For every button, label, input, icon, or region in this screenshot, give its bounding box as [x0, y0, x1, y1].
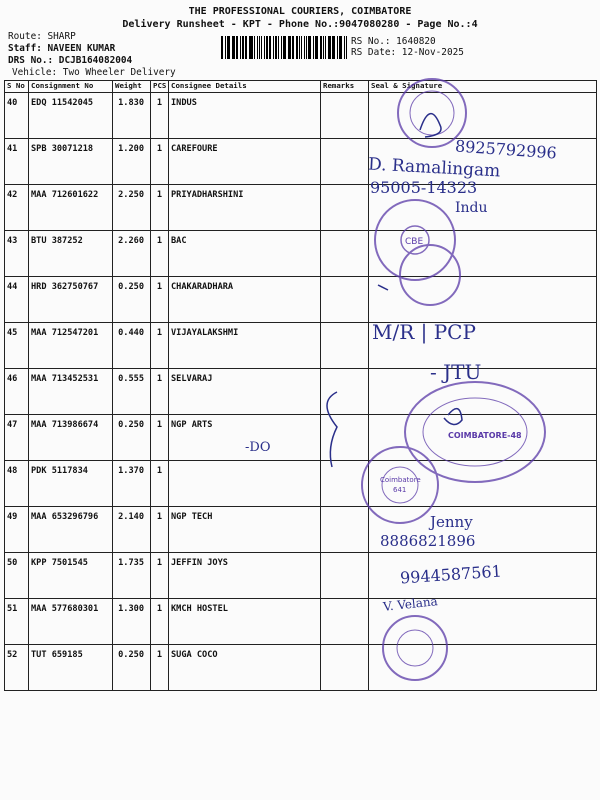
table-row — [5, 185, 597, 231]
table-row — [5, 553, 597, 599]
cell-seal — [369, 231, 597, 277]
handwritten-phone-1: 8925792996 — [454, 136, 558, 163]
cell-seal — [369, 369, 597, 415]
handwritten-phone-2: 95005-14323 — [370, 178, 478, 197]
stamp-42-text: CBE — [405, 237, 424, 247]
cell-pcs: 1 — [151, 277, 169, 323]
cell-consignment: PDK 5117834 — [29, 461, 113, 507]
runsheet-title: Delivery Runsheet - KPT - Phone No.:9047080280 - Page No.:4 — [122, 19, 478, 30]
cell-consignee: CAREFOURE — [169, 139, 321, 185]
stamp-48-text: COIMBATORE-48 — [448, 431, 522, 440]
vehicle: Vehicle: Two Wheeler Delivery — [12, 67, 176, 78]
header-seal: Seal & Signature — [369, 81, 597, 93]
cell-consignment: KPP 7501545 — [29, 553, 113, 599]
cell-remarks — [321, 139, 369, 185]
header-remarks: Remarks — [321, 81, 369, 93]
table-header — [5, 81, 597, 93]
cell-weight: 0.555 — [113, 369, 151, 415]
table-row — [5, 323, 597, 369]
cell-remarks — [321, 323, 369, 369]
stamp-49-text: Coimbatore — [380, 476, 421, 484]
cell-sno: 43 — [5, 231, 29, 277]
cell-seal — [369, 93, 597, 139]
cell-pcs: 1 — [151, 93, 169, 139]
cell-consignment: MAA 712547201 — [29, 323, 113, 369]
handwritten-name-50: Jenny — [430, 513, 473, 531]
cell-consignee: CHAKARADHARA — [169, 277, 321, 323]
cell-consignment: MAA 713452531 — [29, 369, 113, 415]
cell-consignee: BAC — [169, 231, 321, 277]
cell-seal — [369, 415, 597, 461]
cell-consignee: KMCH HOSTEL — [169, 599, 321, 645]
cell-remarks — [321, 461, 369, 507]
cell-consignment: BTU 387252 — [29, 231, 113, 277]
cell-sno: 42 — [5, 185, 29, 231]
cell-remarks — [321, 231, 369, 277]
cell-weight: 0.250 — [113, 277, 151, 323]
runsheet-table — [4, 80, 597, 691]
cell-sno: 40 — [5, 93, 29, 139]
cell-consignment: HRD 362750767 — [29, 277, 113, 323]
table-row — [5, 369, 597, 415]
cell-remarks — [321, 599, 369, 645]
cell-consignee: SELVARAJ — [169, 369, 321, 415]
table-row — [5, 231, 597, 277]
cell-weight: 1.300 — [113, 599, 151, 645]
cell-pcs: 1 — [151, 139, 169, 185]
cell-consignment: MAA 713986674 — [29, 415, 113, 461]
cell-pcs: 1 — [151, 369, 169, 415]
cell-sno: 46 — [5, 369, 29, 415]
table-row — [5, 461, 597, 507]
cell-consignee: SUGA COCO — [169, 645, 321, 691]
cell-remarks — [321, 93, 369, 139]
table-row — [5, 599, 597, 645]
cell-weight: 2.140 — [113, 507, 151, 553]
cell-seal — [369, 461, 597, 507]
cell-pcs: 1 — [151, 599, 169, 645]
header-weight: Weight — [113, 81, 151, 93]
cell-sno: 52 — [5, 645, 29, 691]
cell-pcs: 1 — [151, 553, 169, 599]
cell-consignment: EDQ 11542045 — [29, 93, 113, 139]
handwritten-mark-45: M/R | PCP — [372, 320, 476, 344]
table-row — [5, 415, 597, 461]
cell-remarks — [321, 277, 369, 323]
cell-remarks — [321, 369, 369, 415]
header-sno: S No — [5, 81, 29, 93]
cell-sno: 49 — [5, 507, 29, 553]
cell-sno: 47 — [5, 415, 29, 461]
stamp-49-sub: 641 — [393, 486, 407, 494]
cell-consignee: NGP TECH — [169, 507, 321, 553]
rs-date: RS Date: 12-Nov-2025 — [351, 47, 464, 58]
cell-consignee: JEFFIN JOYS — [169, 553, 321, 599]
handwritten-phone-4: 9944587561 — [399, 561, 503, 588]
cell-consignee: INDUS — [169, 93, 321, 139]
cell-weight: 0.440 — [113, 323, 151, 369]
company-title: THE PROFESSIONAL COURIERS, COIMBATORE — [188, 6, 412, 17]
cell-remarks — [321, 507, 369, 553]
cell-sno: 48 — [5, 461, 29, 507]
cell-weight: 1.735 — [113, 553, 151, 599]
cell-seal — [369, 277, 597, 323]
table-row — [5, 645, 597, 691]
staff: Staff: NAVEEN KUMAR — [8, 43, 116, 54]
cell-pcs: 1 — [151, 507, 169, 553]
handwritten-phone-3: 8886821896 — [380, 532, 476, 550]
rs-number: RS No.: 1640820 — [351, 36, 436, 47]
handwritten-ditto-48: -DO — [245, 440, 271, 455]
cell-consignment: TUT 659185 — [29, 645, 113, 691]
table-row — [5, 507, 597, 553]
cell-sno: 51 — [5, 599, 29, 645]
cell-consignee: NGP ARTS — [169, 415, 321, 461]
cell-pcs: 1 — [151, 461, 169, 507]
cell-consignee — [169, 461, 321, 507]
cell-remarks — [321, 415, 369, 461]
cell-remarks — [321, 645, 369, 691]
cell-weight: 1.830 — [113, 93, 151, 139]
header-pcs: PCS — [151, 81, 169, 93]
cell-pcs: 1 — [151, 231, 169, 277]
handwritten-mark-46: - JTU — [430, 360, 482, 384]
cell-consignee: PRIYADHARSHINI — [169, 185, 321, 231]
handwritten-name-52: V. Velana — [382, 594, 439, 614]
table-row — [5, 277, 597, 323]
cell-weight: 2.250 — [113, 185, 151, 231]
cell-sno: 50 — [5, 553, 29, 599]
cell-remarks — [321, 185, 369, 231]
cell-weight: 1.200 — [113, 139, 151, 185]
cell-weight: 0.250 — [113, 645, 151, 691]
cell-remarks — [321, 553, 369, 599]
route: Route: SHARP — [8, 31, 76, 42]
cell-pcs: 1 — [151, 645, 169, 691]
table-row — [5, 93, 597, 139]
cell-sno: 45 — [5, 323, 29, 369]
handwritten-sign-43: Indu — [455, 200, 488, 216]
cell-consignment: SPB 30071218 — [29, 139, 113, 185]
cell-weight: 2.260 — [113, 231, 151, 277]
cell-pcs: 1 — [151, 323, 169, 369]
cell-weight: 1.370 — [113, 461, 151, 507]
drs-number: DRS No.: DCJB164082004 — [8, 55, 133, 66]
header-consignee: Consignee Details — [169, 81, 321, 93]
cell-consignment: MAA 712601622 — [29, 185, 113, 231]
handwritten-name-1: D. Ramalingam — [367, 154, 501, 182]
cell-weight: 0.250 — [113, 415, 151, 461]
cell-sno: 41 — [5, 139, 29, 185]
header-consignment: Consignment No — [29, 81, 113, 93]
barcode — [221, 36, 348, 59]
cell-pcs: 1 — [151, 185, 169, 231]
cell-consignment: MAA 653296796 — [29, 507, 113, 553]
cell-pcs: 1 — [151, 415, 169, 461]
cell-sno: 44 — [5, 277, 29, 323]
cell-consignment: MAA 577680301 — [29, 599, 113, 645]
cell-seal — [369, 645, 597, 691]
cell-consignee: VIJAYALAKSHMI — [169, 323, 321, 369]
